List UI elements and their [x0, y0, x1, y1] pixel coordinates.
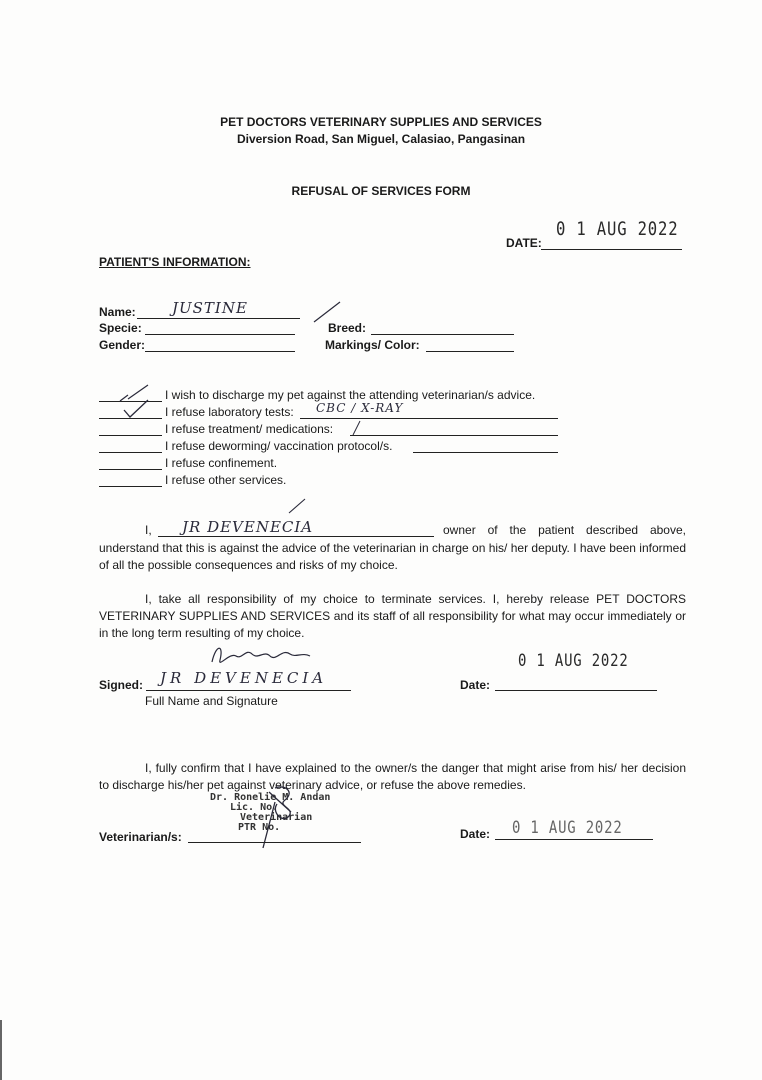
release-statement: I, take all responsibility of my choice to terminate services. I, hereby release PET DOCTORS VETERINARY SUPPLIES AND SERVICES and its staff of all responsibility for what may occur immediately or in the long term resulting of my choice.: [99, 592, 686, 640]
owner-name-handwritten: JR DEVENECIA: [182, 518, 314, 536]
gender-line[interactable]: [145, 351, 295, 352]
date-line[interactable]: [541, 249, 682, 250]
markings-label: Markings/ Color:: [325, 338, 420, 352]
lab-tests-handwritten: CBC / X-RAY: [316, 401, 404, 415]
refusal-trail-line[interactable]: [413, 452, 558, 453]
signed-date-stamp: 0 1 AUG 2022: [518, 651, 629, 671]
owner-suffix: owner of the patient described above,: [443, 523, 686, 537]
patient-section-title: PATIENT'S INFORMATION:: [99, 255, 251, 269]
signed-label: Signed:: [99, 678, 143, 692]
markings-line[interactable]: [426, 351, 514, 352]
refusal-text: I refuse other services.: [165, 473, 287, 487]
company-name: PET DOCTORS VETERINARY SUPPLIES AND SERVICES: [220, 115, 542, 129]
name-label: Name:: [99, 305, 136, 319]
vet-confirmation: I, fully confirm that I have explained to the owner/s the danger that might arise from his/ her decision to discharge his/her pet against veterinary advice, or refuse the above remedies.: [99, 761, 686, 792]
vet-date-label: Date:: [460, 827, 491, 841]
form-title: REFUSAL OF SERVICES FORM: [291, 184, 471, 198]
name-line[interactable]: [137, 318, 300, 319]
specie-line[interactable]: [145, 334, 295, 335]
gender-label: Gender:: [99, 338, 146, 352]
check-mark-icon: [122, 400, 152, 420]
refusal-text: I refuse confinement.: [165, 456, 278, 470]
signed-handwritten-name: JR DEVENECIA: [160, 669, 328, 687]
owner-statement-body: understand that this is against the advice of the veterinarian in charge on his/ her deputy. I have been informed of all the possible consequences and risks of my choice.: [99, 541, 686, 572]
refusal-text: I refuse treatment/ medications:: [165, 422, 334, 436]
scan-edge-mark: [0, 1020, 2, 1080]
owner-signature-scribble: [206, 642, 316, 670]
refusal-blank[interactable]: [99, 452, 162, 453]
refusal-text: I wish to discharge my pet against the attending veterinarian/s advice.: [165, 388, 536, 402]
owner-name-line[interactable]: [158, 536, 434, 537]
owner-prefix: I,: [145, 523, 152, 537]
signed-line[interactable]: [146, 690, 351, 691]
vet-date-stamp: 0 1 AUG 2022: [512, 818, 623, 838]
vet-date-line[interactable]: [495, 839, 653, 840]
name-handwritten: JUSTINE: [172, 299, 248, 317]
signed-date-label: Date:: [460, 678, 491, 692]
refusal-trail-line[interactable]: [300, 418, 558, 419]
refusal-blank[interactable]: [99, 469, 162, 470]
owner-check-mark: [287, 498, 307, 514]
signed-caption: Full Name and Signature: [145, 694, 278, 708]
vet-line[interactable]: [188, 842, 361, 843]
refusal-blank[interactable]: [99, 486, 162, 487]
vet-stamp-line4: PTR No.: [238, 822, 281, 833]
breed-label: Breed:: [328, 321, 367, 335]
vet-stamp-line1: Dr. Ronelie M. Andan: [210, 792, 331, 803]
refusal-trail-line[interactable]: [350, 435, 558, 436]
date-label: DATE:: [506, 236, 542, 250]
vet-label: Veterinarian/s:: [99, 830, 182, 844]
refusal-text: I refuse laboratory tests:: [165, 405, 294, 419]
vet-stamp-line3: Veterinarian: [240, 812, 313, 823]
date-stamp: 0 1 AUG 2022: [556, 218, 679, 240]
company-address: Diversion Road, San Miguel, Calasiao, Pangasinan: [236, 132, 526, 146]
refusal-blank[interactable]: [99, 435, 162, 436]
slash-mark: [352, 420, 362, 436]
signed-date-line[interactable]: [495, 690, 657, 691]
vet-stamp-line2: Lic. No.: [230, 802, 279, 813]
breed-line[interactable]: [371, 334, 514, 335]
refusal-text: I refuse deworming/ vaccination protocol/s.: [165, 439, 393, 453]
specie-label: Specie:: [99, 321, 142, 335]
